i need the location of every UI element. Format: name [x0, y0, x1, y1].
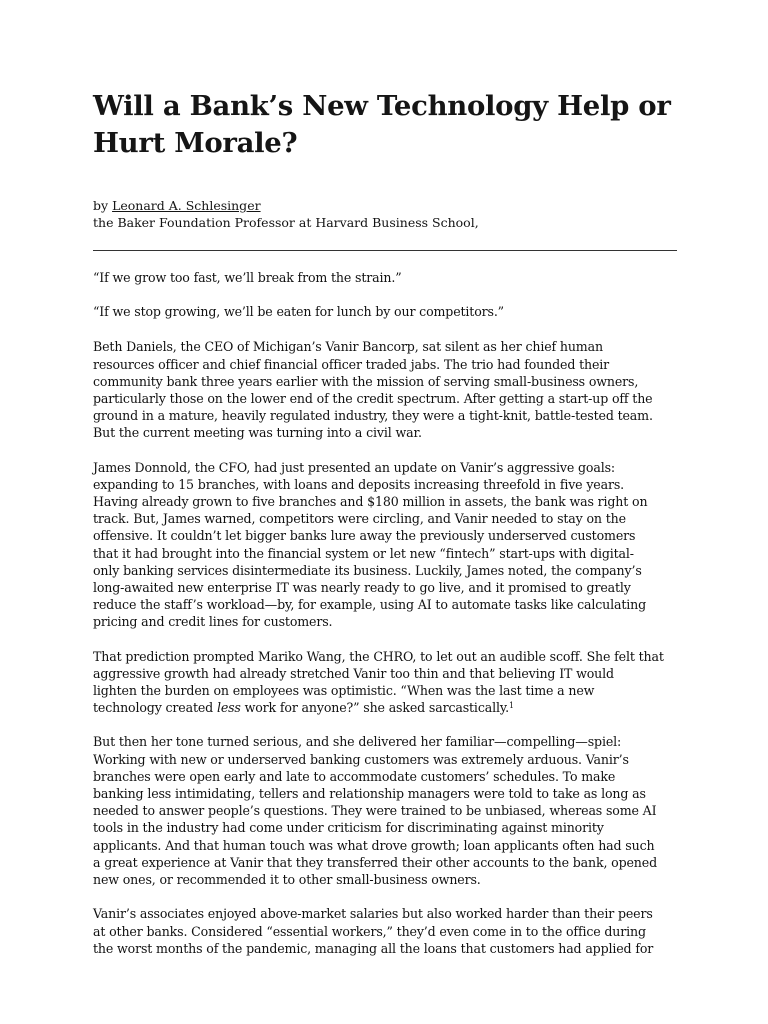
text-line: Vanir’s associates enjoyed above-market salaries but also worked harder than their peers	[93, 906, 653, 922]
paragraph	[93, 905, 683, 957]
text-line: applicants. And that human touch was what drove growth; loan applicants often had such	[93, 837, 655, 853]
text-line: the worst months of the pandemic, managing all the loans that customers had applied for	[93, 940, 654, 956]
text-line: lighten the burden on employees was optimistic. “When was the last time a new	[93, 683, 595, 699]
text-line: Having already grown to five branches and $180 million in assets, the bank was right on	[93, 494, 648, 510]
quote: “If we grow too fast, we’ll break from the strain.”	[93, 270, 402, 285]
byline	[93, 197, 683, 214]
text-line: pricing and credit lines for customers.	[93, 614, 333, 630]
text-line: Working with new or underserved banking customers was extremely arduous. Vanir’s	[93, 751, 629, 767]
text-line: resources officer and chief financial officer traded jabs. The trio had founded their	[93, 356, 610, 372]
text-line: at other banks. Considered “essential workers,” they’d even come in to the office during	[93, 923, 646, 939]
text-line: But the current meeting was turning into a civil war.	[93, 425, 422, 441]
text-line: That prediction prompted Mariko Wang, the CHRO, to let out an audible scoff. She felt that	[93, 648, 664, 664]
paragraph	[93, 459, 683, 631]
by-prefix: by	[93, 198, 109, 213]
text-line: expanding to 15 branches, with loans and deposits increasing threefold in five years.	[93, 476, 624, 492]
text-line: ground in a mature, heavily regulated industry, they were a tight-knit, battle-tested team.	[93, 408, 653, 424]
text-line: only banking services disintermediate its business. Luckily, James noted, the company’s	[93, 562, 642, 578]
text-run: work for anyone?” she asked sarcastically.	[240, 700, 509, 716]
emphasis: less	[216, 700, 241, 716]
text-line: branches were open early and late to accommodate customers’ schedules. To make	[93, 768, 616, 784]
text-line: tools in the industry had come under criticism for discriminating against minority	[93, 820, 604, 836]
paragraph	[93, 648, 683, 717]
title-line: Will a Bank’s New Technology Help or	[93, 90, 671, 122]
paragraph	[93, 338, 683, 441]
paragraph	[93, 733, 683, 888]
text-line	[93, 699, 683, 716]
article	[93, 88, 683, 974]
text-line: banking less intimidating, tellers and relationship managers were told to take as long as	[93, 786, 646, 802]
text-line: James Donnold, the CFO, had just presented an update on Vanir’s aggressive goals:	[93, 459, 615, 475]
quote: “If we stop growing, we’ll be eaten for lunch by our competitors.”	[93, 304, 504, 320]
text-line: But then her tone turned serious, and she delivered her familiar—compelling—spiel:	[93, 734, 622, 750]
text-line: aggressive growth had already stretched Vanir too thin and that believing IT would	[93, 665, 614, 681]
divider	[93, 250, 677, 251]
text-line: particularly those on the lower end of the credit spectrum. After getting a start-up off the	[93, 391, 653, 407]
text-line: that it had brought into the financial system or let new “fintech” start-ups with digital-	[93, 545, 634, 561]
text-line: Beth Daniels, the CEO of Michigan’s Vanir Bancorp, sat silent as her chief human	[93, 339, 603, 355]
article-title	[93, 88, 683, 162]
text-line: track. But, James warned, competitors were circling, and Vanir needed to stay on the	[93, 511, 626, 527]
text-line: a great experience at Vanir that they transferred their other accounts to the bank, opened	[93, 854, 657, 870]
text-line: reduce the staff’s workload—by, for example, using AI to automate tasks like calculating	[93, 597, 647, 613]
text-line: long-awaited new enterprise IT was nearly ready to go live, and it promised to greatly	[93, 580, 631, 596]
article-body	[93, 269, 683, 957]
text-line: community bank three years earlier with the mission of serving small-business owners,	[93, 373, 639, 389]
text-run: technology created	[93, 700, 217, 716]
title-line: Hurt Morale?	[93, 127, 298, 159]
text-line: needed to answer people’s questions. They were trained to be unbiased, whereas some AI	[93, 803, 657, 819]
author-link[interactable]: Leonard A. Schlesinger	[112, 198, 261, 213]
author-affiliation: the Baker Foundation Professor at Harvard Business School,	[93, 215, 479, 230]
text-line: new ones, or recommended it to other small-business owners.	[93, 872, 481, 888]
text-line: offensive. It couldn’t let bigger banks lure away the previously underserved customers	[93, 528, 636, 544]
footnote-marker[interactable]: 1	[508, 701, 514, 711]
